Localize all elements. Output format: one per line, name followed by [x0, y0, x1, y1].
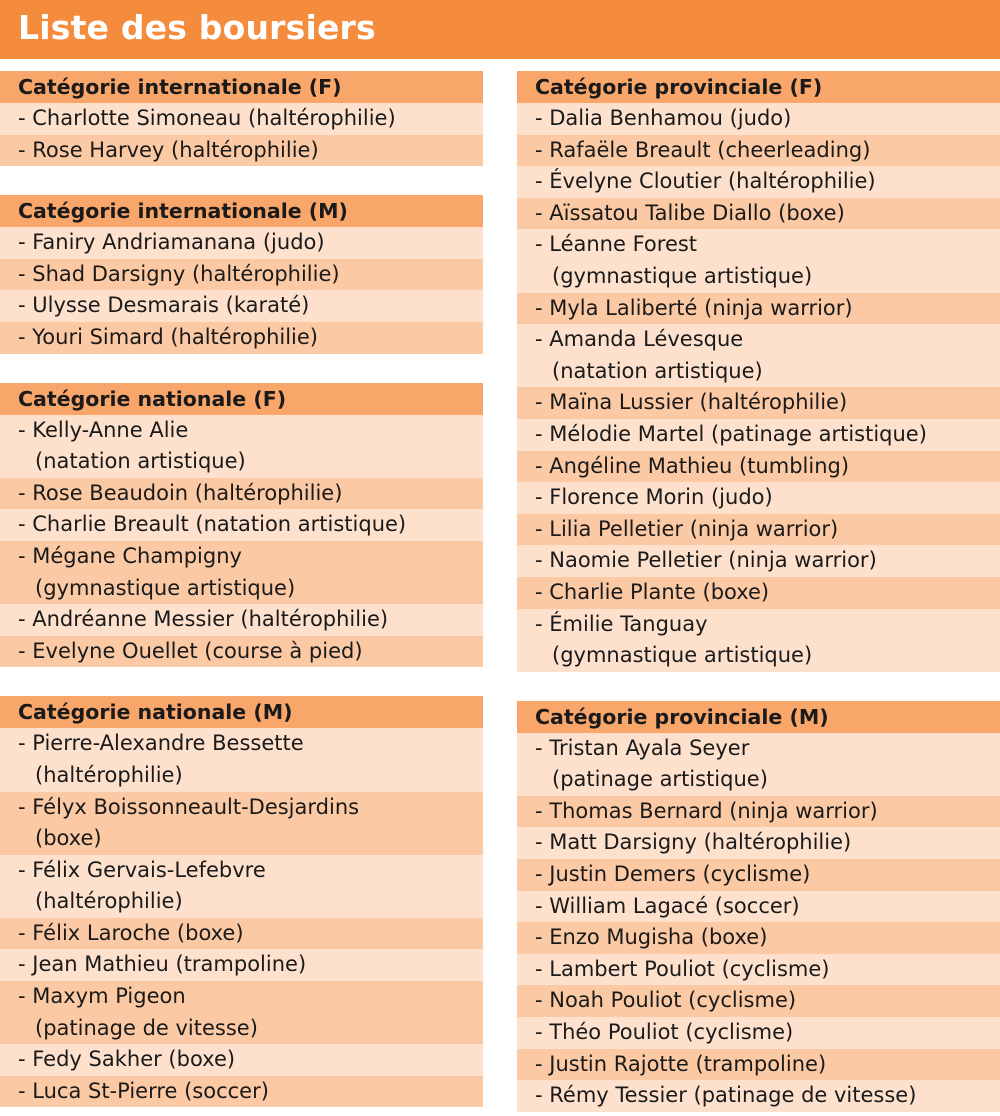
list-item: [0, 478, 483, 510]
list-item: [517, 796, 1000, 828]
category-section: [517, 701, 1000, 1112]
category-section: [0, 195, 483, 353]
scholar-name: - Félix Laroche (boxe): [18, 920, 244, 945]
scholar-name: - Charlie Breault (natation artistique): [18, 512, 407, 537]
list-item: [0, 792, 483, 855]
scholar-sport: (gymnastique artistique): [552, 263, 813, 288]
scholar-name: - Kelly-Anne Alie: [18, 417, 189, 442]
scholar-sport: (natation artistique): [552, 358, 763, 383]
list-item: [0, 227, 483, 259]
list-item: [0, 981, 483, 1044]
category-section: [0, 696, 483, 1107]
scholar-name: - Justin Rajotte (trampoline): [535, 1051, 827, 1076]
scholar-name: - Evelyne Ouellet (course à pied): [18, 638, 363, 663]
scholar-name: - Léanne Forest: [535, 232, 698, 257]
scholar-name: - Myla Laliberté (ninja warrior): [535, 295, 853, 320]
list-item: [517, 198, 1000, 230]
category-header: Catégorie nationale (M): [0, 696, 483, 728]
list-item: [0, 509, 483, 541]
scholar-name: - Évelyne Cloutier (haltérophilie): [535, 169, 876, 194]
column-right: [517, 71, 1000, 1112]
scholar-sport: (gymnastique artistique): [552, 643, 813, 668]
category-section: [0, 71, 483, 166]
scholar-name: - Lilia Pelletier (ninja warrior): [535, 516, 839, 541]
list-item: [0, 541, 483, 604]
list-item: [517, 954, 1000, 986]
scholar-name: - Théo Pouliot (cyclisme): [535, 1020, 794, 1045]
list-item: [517, 229, 1000, 292]
scholar-name: - Justin Demers (cyclisme): [535, 862, 811, 887]
scholar-name: - Rafaële Breault (cheerleading): [535, 137, 871, 162]
scholar-name: - Charlotte Simoneau (haltérophilie): [18, 106, 396, 130]
scholar-name: - Shad Darsigny (haltérophilie): [18, 261, 340, 286]
list-item: [0, 1044, 483, 1076]
scholar-name: - Florence Morin (judo): [535, 485, 773, 510]
scholar-name: - Émilie Tanguay: [535, 611, 708, 636]
list-item: [0, 290, 483, 322]
scholar-name: - Félyx Boissonneault-Desjardins: [18, 794, 360, 819]
scholar-sport: (boxe): [35, 826, 102, 851]
list-item: [517, 827, 1000, 859]
list-item: [517, 733, 1000, 796]
list-item: [0, 135, 483, 167]
category-section: [517, 71, 1000, 672]
list-item: [517, 545, 1000, 577]
scholar-name: - Mélodie Martel (patinage artistique): [535, 421, 927, 446]
scholar-name: - Ulysse Desmarais (karaté): [18, 293, 310, 318]
scholar-name: - Andréanne Messier (haltérophilie): [18, 607, 389, 632]
column-left: [0, 71, 483, 1107]
scholar-sport: (patinage artistique): [552, 767, 768, 792]
list-item: [0, 103, 483, 135]
list-item: [517, 891, 1000, 923]
category-header: Catégorie internationale (F): [0, 71, 483, 103]
category-section: [0, 383, 483, 668]
list-item: [517, 103, 1000, 135]
scholar-sport: (haltérophilie): [35, 889, 183, 914]
page-title: Liste des boursiers: [18, 8, 376, 47]
list-item: [517, 387, 1000, 419]
list-item: [517, 1049, 1000, 1081]
scholar-sport: (haltérophilie): [35, 762, 183, 787]
list-item: [0, 855, 483, 918]
scholar-name: - Faniry Andriamanana (judo): [18, 230, 325, 255]
scholar-name: - William Lagacé (soccer): [535, 893, 800, 918]
list-item: [517, 482, 1000, 514]
list-item: [0, 322, 483, 354]
scholar-name: - Luca St-Pierre (soccer): [18, 1078, 269, 1103]
scholar-name: - Tristan Ayala Seyer: [535, 735, 750, 760]
list-item: [517, 135, 1000, 167]
list-item: [517, 419, 1000, 451]
scholar-name: - Charlie Plante (boxe): [535, 579, 770, 604]
title-bar: [0, 0, 1000, 59]
list-item: [0, 636, 483, 668]
list-item: [517, 577, 1000, 609]
scholar-name: - Aïssatou Talibe Diallo (boxe): [535, 200, 845, 225]
list-item: [0, 918, 483, 950]
list-item: [517, 166, 1000, 198]
category-header: Catégorie internationale (M): [0, 195, 483, 227]
list-item: [517, 324, 1000, 387]
category-header: Catégorie provinciale (F): [517, 71, 1000, 103]
list-item: [0, 415, 483, 478]
list-item: [517, 451, 1000, 483]
scholar-name: - Rose Harvey (haltérophilie): [18, 137, 319, 162]
scholar-name: - Enzo Mugisha (boxe): [535, 925, 768, 950]
scholar-name: - Matt Darsigny (haltérophilie): [535, 830, 852, 855]
scholar-name: - Rémy Tessier (patinage de vitesse): [535, 1083, 917, 1108]
scholar-name: - Naomie Pelletier (ninja warrior): [535, 548, 877, 573]
scholar-name: - Thomas Bernard (ninja warrior): [535, 798, 878, 823]
scholar-name: - Jean Mathieu (trampoline): [18, 952, 307, 977]
list-item: [517, 609, 1000, 672]
list-item: [517, 922, 1000, 954]
category-header: Catégorie nationale (F): [0, 383, 483, 415]
scholar-name: - Félix Gervais-Lefebvre: [18, 857, 266, 882]
list-item: [517, 1017, 1000, 1049]
category-header: Catégorie provinciale (M): [517, 701, 1000, 733]
scholar-name: - Youri Simard (haltérophilie): [18, 324, 318, 349]
list-item: [517, 293, 1000, 325]
scholar-name: - Dalia Benhamou (judo): [535, 106, 792, 130]
scholar-name: - Pierre-Alexandre Bessette: [18, 731, 304, 756]
scholar-sport: (natation artistique): [35, 449, 246, 474]
list-item: [0, 949, 483, 981]
scholar-sport: (patinage de vitesse): [35, 1015, 258, 1040]
list-item: [517, 859, 1000, 891]
scholar-name: - Maxym Pigeon: [18, 984, 186, 1009]
scholar-sport: (gymnastique artistique): [35, 575, 296, 600]
scholar-name: - Mégane Champigny: [18, 543, 242, 568]
scholar-name: - Rose Beaudoin (haltérophilie): [18, 480, 343, 505]
list-item: [0, 728, 483, 791]
scholar-name: - Lambert Pouliot (cyclisme): [535, 956, 830, 981]
list-item: [517, 514, 1000, 546]
scholar-name: - Angéline Mathieu (tumbling): [535, 453, 850, 478]
scholar-name: - Noah Pouliot (cyclisme): [535, 988, 797, 1013]
list-item: [517, 1080, 1000, 1112]
list-item: [0, 604, 483, 636]
scholar-name: - Amanda Lévesque: [535, 327, 744, 352]
list-item: [0, 1076, 483, 1108]
scholar-name: - Maïna Lussier (haltérophilie): [535, 390, 848, 415]
scholar-name: - Fedy Sakher (boxe): [18, 1047, 236, 1072]
list-item: [517, 985, 1000, 1017]
list-item: [0, 259, 483, 291]
